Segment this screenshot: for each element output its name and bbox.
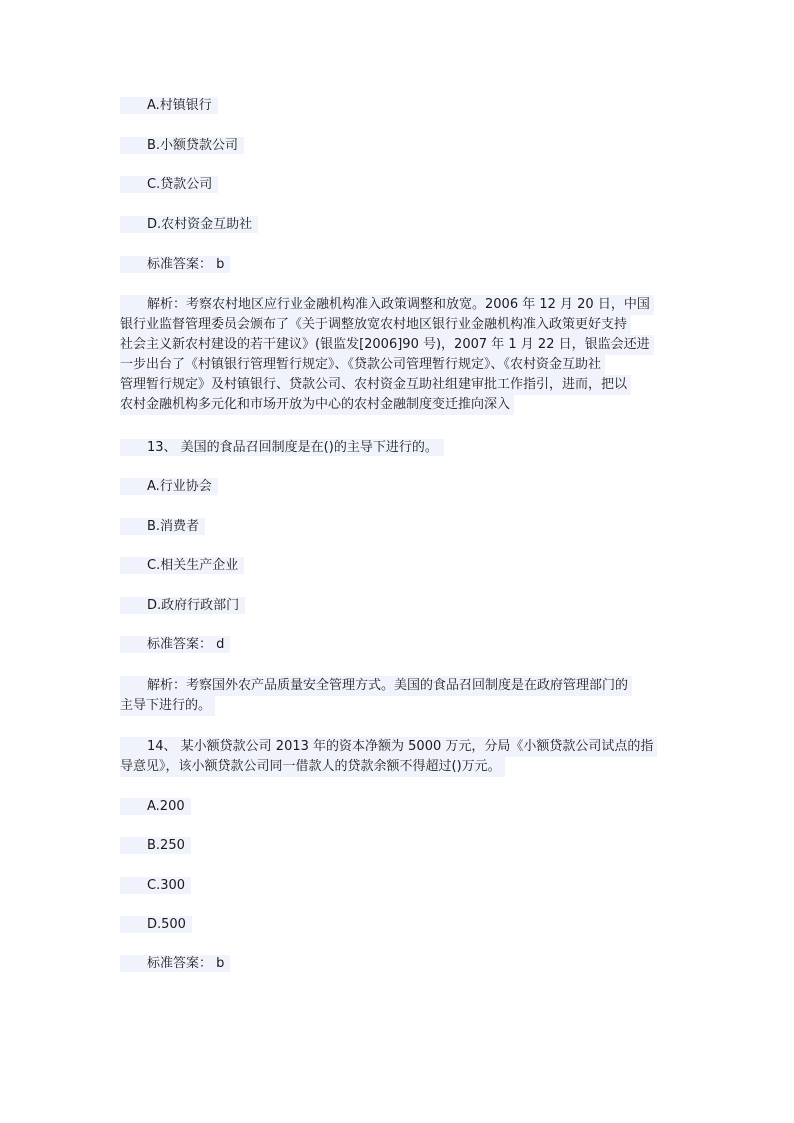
analysis-line: 农村金融机构多元化和市场开放为中心的农村金融制度变迁推向深入 [120, 395, 514, 415]
option-text: A.行业协会 [120, 478, 218, 495]
option-a [120, 478, 218, 496]
question-text: 13、 美国的食品召回制度是在()的主导下进行的。 [120, 439, 444, 456]
question-13 [120, 439, 444, 457]
standard-answer [120, 955, 230, 973]
answer-text: 标准答案： b [120, 955, 230, 972]
option-a [120, 97, 218, 115]
option-c [120, 877, 191, 895]
option-c [120, 557, 244, 575]
option-text: D.500 [120, 916, 192, 933]
standard-answer [120, 636, 230, 654]
analysis-paragraph [120, 295, 680, 415]
option-text: D.农村资金互助社 [120, 216, 258, 233]
option-text: B.消费者 [120, 518, 205, 535]
option-a [120, 798, 191, 816]
answer-text: 标准答案： d [120, 636, 230, 653]
option-text: C.贷款公司 [120, 176, 218, 193]
analysis-line: 一步出台了《村镇银行管理暂行规定》、《贷款公司管理暂行规定》、《农村资金互助社 [120, 355, 605, 375]
analysis-line: 社会主义新农村建设的若干建议》(银监发[2006]90 号)，2007 年 1 月 22 日，银监会还进 [120, 335, 654, 355]
option-text: C.300 [120, 877, 191, 894]
option-text: C.相关生产企业 [120, 557, 244, 574]
question-line: 14、 某小额贷款公司 2013 年的资本净额为 5000 万元，分局《小额贷款公司试点的指 [120, 737, 657, 757]
analysis-line: 主导下进行的。 [120, 696, 215, 716]
option-text: A.村镇银行 [120, 97, 218, 114]
option-d [120, 916, 192, 934]
option-text: B.250 [120, 837, 191, 854]
option-b [120, 518, 205, 536]
option-text: B.小额贷款公司 [120, 137, 244, 154]
option-text: A.200 [120, 798, 191, 815]
analysis-line: 银行业监督管理委员会颁布了《关于调整放宽农村地区银行业金融机构准入政策更好支持 [120, 315, 631, 335]
analysis-line: 解析：考察农村地区应行业金融机构准入政策调整和放宽。2006 年 12 月 20 日，中国 [120, 295, 654, 315]
option-d [120, 216, 258, 234]
question-14 [120, 737, 680, 777]
analysis-paragraph [120, 676, 680, 716]
option-c [120, 176, 218, 194]
option-b [120, 837, 191, 855]
answer-text: 标准答案： b [120, 256, 230, 273]
option-b [120, 137, 244, 155]
analysis-line: 管理暂行规定》及村镇银行、贷款公司、农村资金互助社组建审批工作指引，进而，把以 [120, 375, 631, 395]
analysis-line: 解析：考察国外农产品质量安全管理方式。美国的食品召回制度是在政府管理部门的 [120, 676, 632, 696]
question-line: 导意见》，该小额贷款公司同一借款人的贷款余额不得超过()万元。 [120, 757, 505, 777]
option-text: D.政府行政部门 [120, 597, 245, 614]
option-d [120, 597, 245, 615]
standard-answer [120, 256, 230, 274]
